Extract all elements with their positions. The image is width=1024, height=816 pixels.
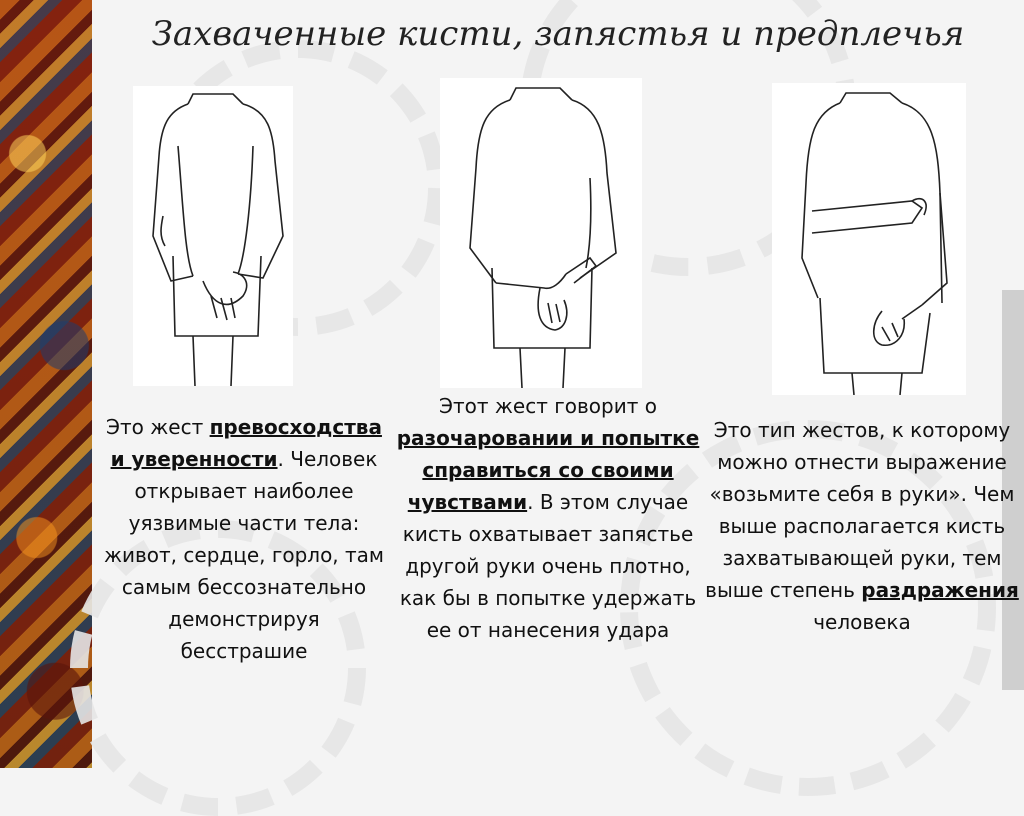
caption-irritation [705, 414, 1019, 638]
slide-title: Захваченные кисти, запястья и предплечья [151, 14, 965, 54]
caption-emphasis: превосходства и уверенности [110, 415, 382, 471]
figure-gripping-arm-illustration [772, 83, 966, 395]
caption-text: . В этом случае кисть охватывает запястье другой руки очень плотно, как бы в попытке удержать ее от нанесения удара [399, 490, 697, 642]
caption-text: Этот жест говорит о [439, 394, 657, 418]
caption-frustration [388, 390, 708, 646]
figure-gripping-hand-illustration [133, 86, 293, 386]
caption-text: человека [813, 610, 911, 634]
caption-text: Это жест [106, 415, 210, 439]
caption-text: Это тип жестов, к которому можно отнести выражение «возьмите себя в руки». Чем выше располагается кисть захватывающей руки, тем выше степень [705, 418, 1015, 602]
caption-emphasis: раздражения [861, 578, 1019, 602]
caption-superiority [102, 411, 386, 667]
figure-gripping-wrist-illustration [440, 78, 642, 388]
caption-text: . Человек открывает наиболее уязвимые части тела: живот, сердце, горло, там самым бессознательно демонстрируя бесстрашие [103, 447, 385, 663]
caption-emphasis: разочаровании и попытке справиться со своими чувствами [396, 426, 700, 514]
